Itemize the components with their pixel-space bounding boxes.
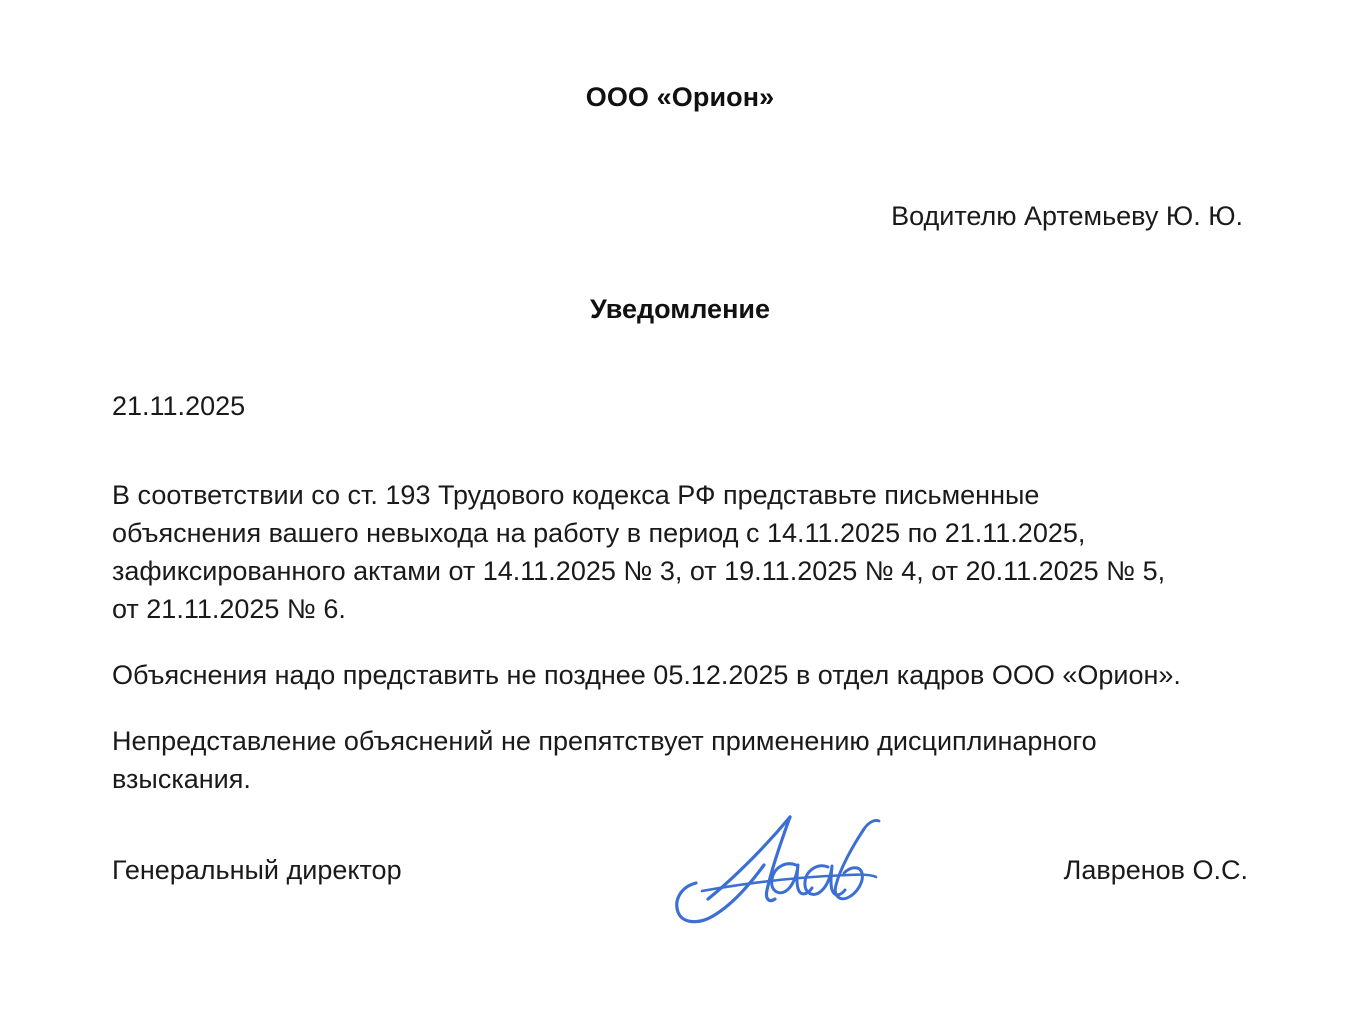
document-body bbox=[112, 476, 1248, 798]
document-title: Уведомление bbox=[589, 294, 770, 324]
document-date: 21.11.2025 bbox=[112, 391, 246, 421]
body-paragraph: Объяснения надо представить не позднее 05.12.2025 в отдел кадров ООО «Орион». bbox=[112, 660, 1181, 690]
organization-name: ООО «Орион» bbox=[585, 82, 775, 112]
signer-position: Генеральный директор bbox=[112, 855, 402, 885]
body-paragraph: Непредставление объяснений не препятствует применению дисциплинарного взыскания. bbox=[112, 726, 1097, 794]
signer-name: Лавренов О.С. bbox=[1063, 855, 1248, 885]
signature-row bbox=[112, 855, 1248, 886]
addressee-line: Водителю Артемьеву Ю. Ю. bbox=[891, 201, 1243, 231]
body-paragraph: В соответствии со ст. 193 Трудового кодекса РФ представьте письменные объяснения вашего невыхода на работу в период с 14.11.2025 по 21.11.2025, зафиксированного актами от 14.11.2025 № 3, от 19.11.2025 № 4, от 20.11.2025 № 5, от 21.11.2025 № 6. bbox=[112, 480, 1166, 624]
